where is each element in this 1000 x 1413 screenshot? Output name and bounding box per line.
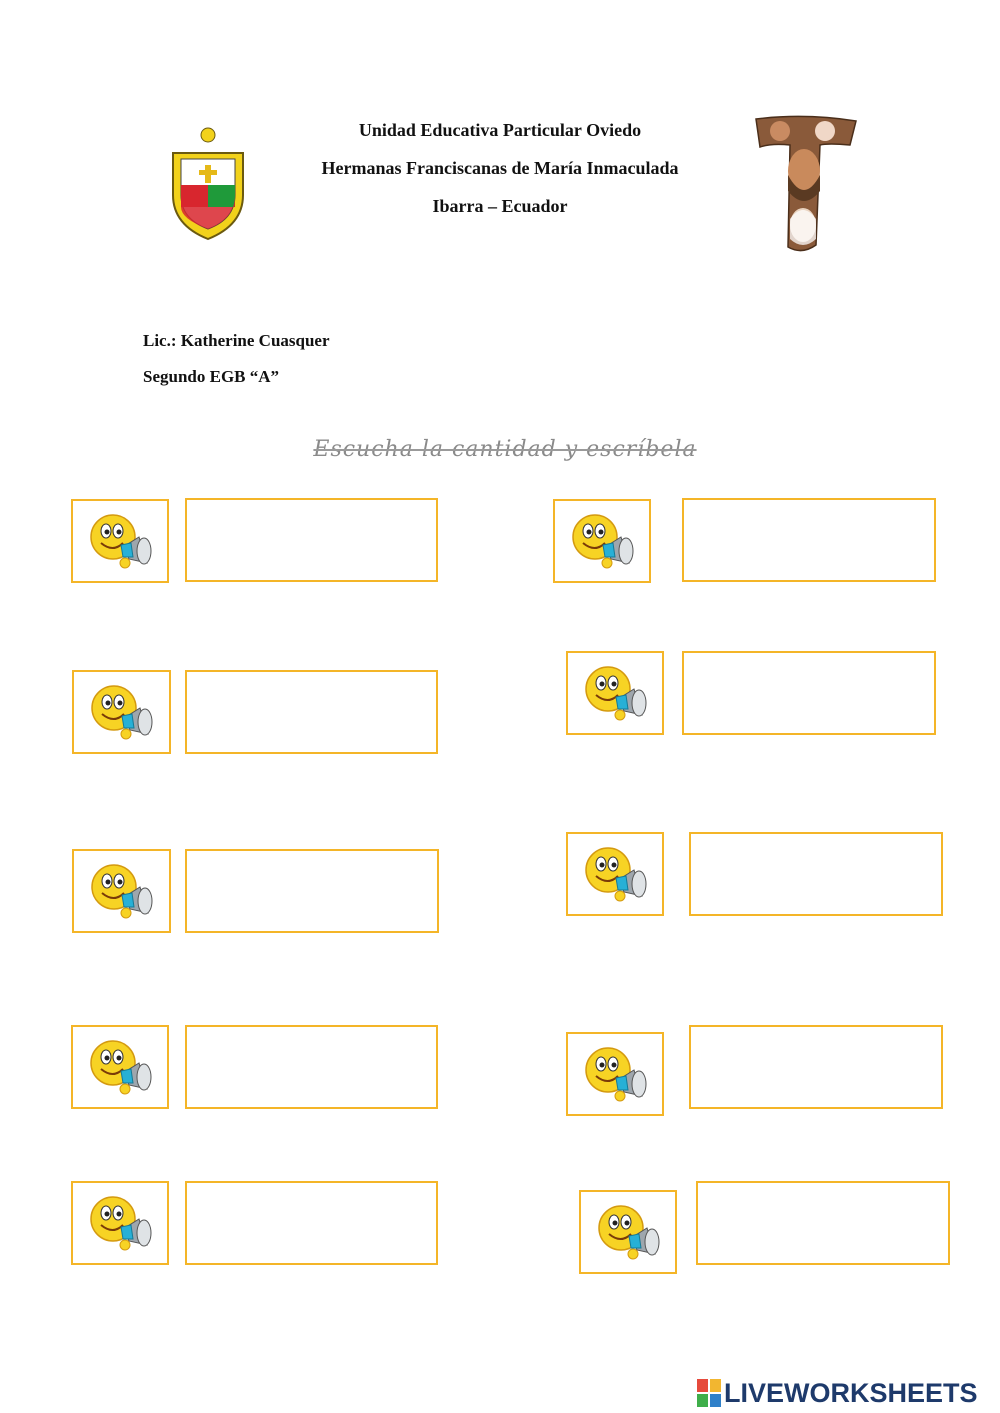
teacher-name: Lic.: Katherine Cuasquer xyxy=(143,331,330,350)
answer-box-9[interactable] xyxy=(185,1181,438,1265)
emoji-speaker-icon xyxy=(88,682,160,744)
school-location: Ibarra – Ecuador xyxy=(432,196,568,216)
liveworksheets-brand: LIVEWORKSHEETS xyxy=(724,1377,978,1408)
audio-play-button-1[interactable] xyxy=(71,499,169,583)
school-name: Unidad Educativa Particular Oviedo xyxy=(358,120,642,140)
answer-box-6[interactable] xyxy=(689,832,943,916)
audio-play-button-4[interactable] xyxy=(566,651,664,735)
congregation-name: Hermanas Franciscanas de María Inmaculada xyxy=(321,158,679,178)
audio-play-button-5[interactable] xyxy=(72,849,171,933)
audio-play-button-10[interactable] xyxy=(579,1190,677,1274)
grade-label: Segundo EGB “A” xyxy=(143,367,280,386)
emoji-speaker-icon xyxy=(582,663,654,725)
answer-box-1[interactable] xyxy=(185,498,438,582)
audio-play-button-6[interactable] xyxy=(566,832,664,916)
answer-box-2[interactable] xyxy=(682,498,936,582)
liveworksheets-logo xyxy=(697,1377,978,1409)
answer-box-5[interactable] xyxy=(185,849,439,933)
answer-box-3[interactable] xyxy=(185,670,438,754)
liveworksheets-badge-icon xyxy=(697,1379,721,1407)
answer-box-10[interactable] xyxy=(696,1181,950,1265)
audio-play-button-8[interactable] xyxy=(566,1032,664,1116)
emoji-speaker-icon xyxy=(87,511,159,573)
answer-box-8[interactable] xyxy=(689,1025,943,1109)
tau-cross-image xyxy=(750,115,860,253)
emoji-speaker-icon xyxy=(87,1193,159,1255)
audio-play-button-9[interactable] xyxy=(71,1181,169,1265)
audio-play-button-3[interactable] xyxy=(72,670,171,754)
instruction-text xyxy=(280,437,730,462)
emoji-speaker-icon xyxy=(88,861,160,923)
school-crest-logo xyxy=(165,125,251,243)
emoji-speaker-icon xyxy=(87,1037,159,1099)
audio-play-button-2[interactable] xyxy=(553,499,651,583)
answer-box-4[interactable] xyxy=(682,651,936,735)
audio-play-button-7[interactable] xyxy=(71,1025,169,1109)
emoji-speaker-icon xyxy=(582,1044,654,1106)
answer-box-7[interactable] xyxy=(185,1025,438,1109)
emoji-speaker-icon xyxy=(582,844,654,906)
emoji-speaker-icon xyxy=(595,1202,667,1264)
emoji-speaker-icon xyxy=(569,511,641,573)
instruction-label: Escucha la cantidad y escríbela xyxy=(313,437,697,462)
